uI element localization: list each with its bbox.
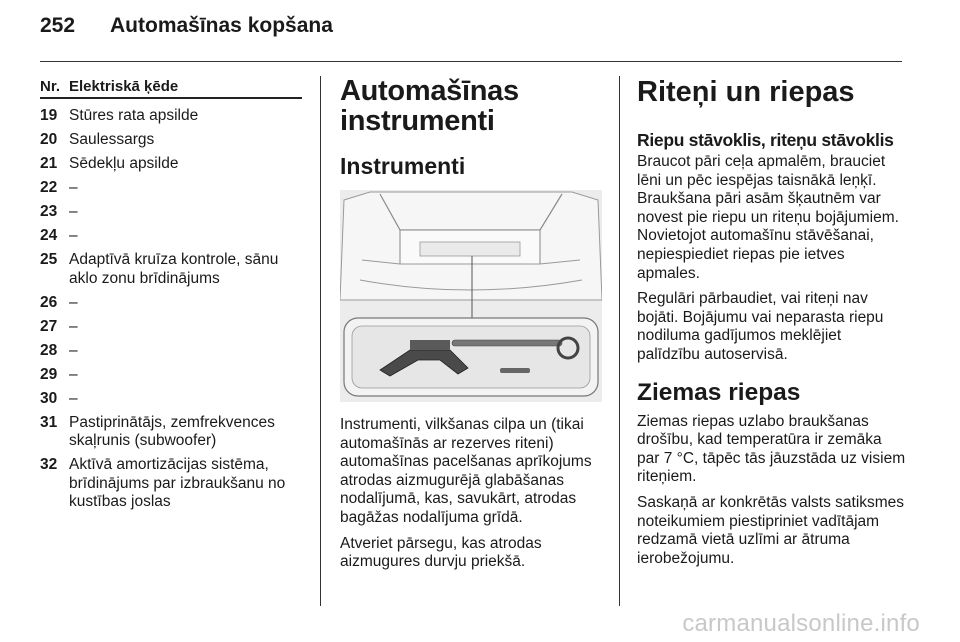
trunk-tools-illustration — [340, 190, 602, 402]
page-title: Automašīnas kopšana — [110, 14, 333, 37]
fuse-table — [40, 78, 302, 517]
fuse-circuit: – — [69, 389, 78, 407]
tools-paragraph-1: Instrumenti, vilkšanas cilpa un (tikai automašīnās ar rezerves riteni) automašīnas pacelšanas aprīkojums atrodas aizmugurējā glabāšanas nodalījumā, kas, savukārt, atrodas bagāžas nodalījuma grīdā. — [340, 416, 592, 526]
fuse-number: 31 — [40, 413, 58, 431]
section-heading-winter-tyres: Ziemas riepas — [637, 378, 801, 406]
wheels-paragraph-1: Braucot pāri ceļa apmalēm, brauciet lēni un pēc iespējas taisnākā leņķī. Braukšana pāri asām šķautnēm var novest pie riepu un riteņu bojājumiem. Novietojot automašīnu stāvēšanai, nepiespiediet riepas pie ietves apmales. — [637, 153, 899, 282]
fuse-number: 24 — [40, 227, 58, 244]
fuse-table-body — [40, 107, 302, 512]
fuse-circuit: Aktīvā amortizācijas sistēma, brīdinājums par izbraukšanu no kustības joslas — [69, 456, 286, 510]
fuse-number: 32 — [40, 456, 58, 473]
fuse-circuit: – — [69, 341, 78, 359]
wheels-section — [637, 76, 907, 575]
tools-illustration — [340, 190, 602, 402]
column-divider-left — [320, 76, 321, 606]
fuse-row — [40, 155, 302, 174]
fuse-number: 25 — [40, 251, 58, 268]
subheading-tools: Instrumenti — [340, 153, 466, 179]
col-number-header: Nr. — [40, 78, 61, 95]
fuse-number: 21 — [40, 155, 58, 172]
page-number: 252 — [40, 14, 76, 37]
fuse-row — [40, 294, 302, 313]
column-divider-right — [619, 76, 620, 606]
fuse-number: 26 — [40, 293, 58, 311]
fuse-circuit: – — [69, 227, 78, 244]
fuse-row — [40, 107, 302, 126]
fuse-number: 19 — [40, 107, 58, 124]
fuse-circuit: Sēdekļu apsilde — [69, 155, 179, 172]
fuse-number: 23 — [40, 203, 58, 220]
fuse-row — [40, 342, 302, 361]
fuse-number: 27 — [40, 317, 58, 335]
wheels-paragraph-2: Regulāri pārbaudiet, vai riteņi nav bojāti. Bojājumu vai neparasta riepu nodiluma gadījumos meklējiet palīdzību autoservisā. — [637, 290, 884, 363]
fuse-circuit: Adaptīvā kruīza kontrole, sānu aklo zonu brīdinājums — [69, 251, 279, 287]
fuse-row — [40, 390, 302, 409]
fuse-circuit: Saulessargs — [69, 131, 155, 148]
fuse-table-header — [40, 78, 302, 99]
tools-paragraph-2: Atveriet pārsegu, kas atrodas aizmugures durvju priekšā. — [340, 534, 542, 571]
winter-paragraph-2: Saskaņā ar konkrētās valsts satiksmes noteikumiem piestipriniet vadītājam redzamā vietā uzlīmi ar ātruma ierobežojumu. — [637, 493, 905, 567]
fuse-number: 22 — [40, 179, 58, 196]
fuse-circuit: Stūres rata apsilde — [69, 107, 199, 124]
fuse-row — [40, 131, 302, 150]
fuse-circuit: – — [69, 293, 78, 311]
fuse-row — [40, 414, 302, 451]
fuse-number: 30 — [40, 389, 58, 407]
section-heading-wheels: Riteņi un riepas — [637, 76, 855, 108]
header-divider — [40, 61, 902, 62]
subheading-tyre-condition: Riepu stāvoklis, riteņu stāvoklis — [637, 130, 894, 150]
fuse-circuit: – — [69, 317, 78, 335]
winter-paragraph-1: Ziemas riepas uzlabo braukšanas drošību, kad temperatūra ir zemāka par 7 °C, tāpēc tās jāuzstāda uz visiem riteņiem. — [637, 412, 906, 486]
fuse-row — [40, 203, 302, 222]
col-circuit-header: Elektriskā ķēde — [69, 78, 179, 95]
fuse-circuit: Pastiprinātājs, zemfrekvences skaļrunis (subwoofer) — [69, 413, 275, 449]
fuse-row — [40, 251, 302, 288]
fuse-circuit: – — [69, 365, 78, 383]
fuse-row — [40, 318, 302, 337]
watermark: carmanualsonline.info — [682, 610, 920, 637]
fuse-number: 28 — [40, 341, 58, 359]
tools-section — [340, 76, 602, 579]
section-heading-tools: Automašīnas instrumenti — [340, 75, 519, 137]
fuse-circuit: – — [69, 203, 78, 220]
fuse-row — [40, 227, 302, 246]
fuse-circuit: – — [69, 179, 78, 196]
fuse-number: 29 — [40, 365, 58, 383]
fuse-row — [40, 456, 302, 512]
fuse-row — [40, 366, 302, 385]
fuse-row — [40, 179, 302, 198]
page-header — [40, 14, 333, 38]
fuse-number: 20 — [40, 131, 58, 148]
